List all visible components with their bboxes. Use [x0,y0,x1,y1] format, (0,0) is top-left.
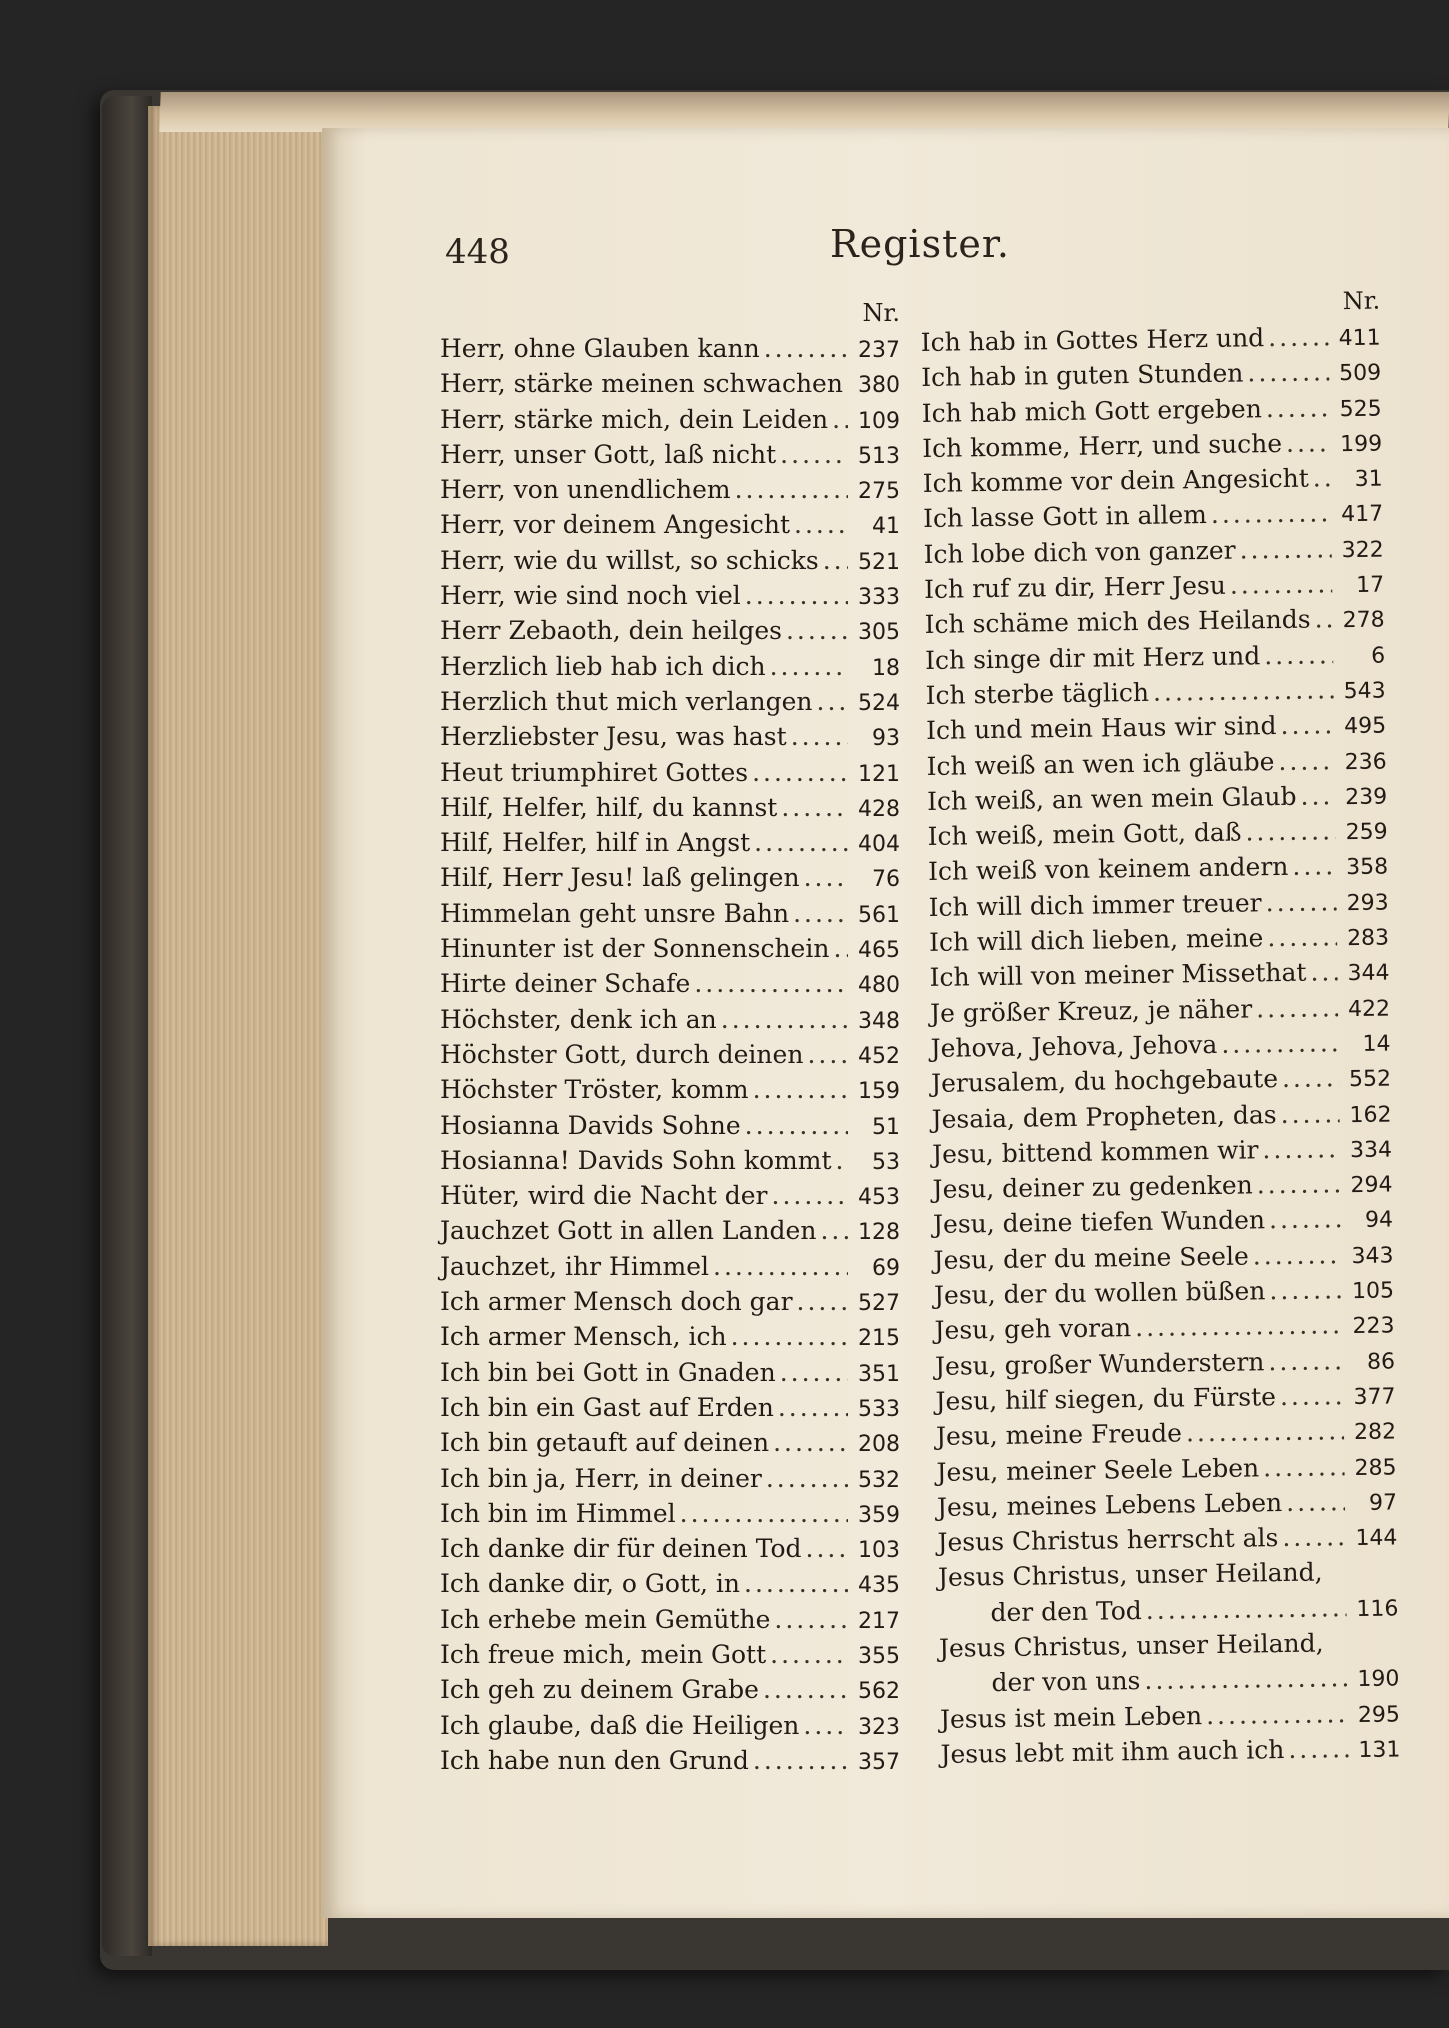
dot-leader [1280,1096,1339,1132]
hymn-title: Ich freue mich, mein Gott [440,1639,767,1669]
hymn-title: Hirte deiner Schafe [440,969,691,999]
hymn-number: 428 [858,796,900,822]
hymn-title: Ich bin im Himmel [440,1498,676,1528]
dot-leader [823,543,848,578]
hymn-number: 215 [858,1326,900,1352]
nr-column-header: Nr. [1342,286,1381,316]
hymn-title: Jesu, deine tiefen Wunden [932,1205,1266,1240]
index-entry [440,472,900,507]
hymn-number: 377 [1353,1384,1396,1410]
hymn-title: Ich schäme mich des Heilands [924,604,1311,640]
dot-leader [713,1249,848,1284]
dot-leader [780,437,848,472]
index-entry [440,1531,900,1566]
dot-leader [745,578,848,613]
hymn-number: 305 [858,620,900,646]
hymn-title: Herzliebster Jesu, was hast [440,722,787,752]
hymn-title: Hinunter ist der Sonnenschein [440,934,830,964]
dot-leader [1253,1237,1342,1274]
dot-leader [778,1390,848,1425]
dot-leader [745,1108,848,1143]
index-entry [440,1072,900,1107]
index-entry [440,1425,900,1460]
dot-leader [766,1461,848,1496]
index-entry [440,1461,900,1496]
hymn-number: 199 [1340,431,1383,458]
index-entry [440,966,900,1001]
hymn-number: 480 [858,973,900,999]
hymn-title: Hilf, Helfer, hilf, du kannst [440,792,778,822]
index-entry [440,1213,900,1248]
hymn-title: Jerusalem, du hochgebaute [930,1064,1279,1099]
index-entry [440,1108,900,1143]
hymn-number: 53 [872,1149,900,1175]
hymn-title: Ich geh zu deinem Grabe [440,1675,759,1705]
hymn-number: 417 [1341,502,1384,528]
hymn-title: Ich will dich lieben, meine [928,923,1264,957]
dot-leader [1153,672,1334,710]
index-entry [440,507,900,542]
dot-leader [836,1143,848,1178]
book-spine [102,96,152,1956]
dot-leader [847,366,848,401]
hymn-title: Heut triumphiret Gottes [440,757,749,787]
hymn-number: 239 [1344,784,1388,810]
hymn-number: 76 [872,867,900,893]
hymn-title: Ich bin bei Gott in Gnaden [440,1357,776,1387]
index-entry [440,1672,900,1707]
nr-column-header: Nr. [862,299,900,327]
hymn-title: Ich danke dir, o Gott, in [440,1569,741,1599]
dot-leader [1267,919,1337,955]
dot-leader [1282,1060,1340,1096]
hymn-number: 323 [858,1714,900,1740]
hymn-number: 422 [1347,996,1391,1022]
dot-leader [1256,1166,1340,1202]
hymn-title: Höchster Gott, durch deinen [440,1039,804,1069]
hymn-number: 121 [858,761,900,787]
hymn-number: 513 [858,443,900,469]
index-entry [440,1390,900,1425]
index-entry [440,649,900,684]
hymn-number: 344 [1347,960,1390,987]
dot-leader [1286,425,1331,461]
hymn-title: Ich bin ja, Herr, in deiner [440,1463,762,1493]
index-entry [938,1589,1398,1631]
index-entry [440,1319,900,1354]
hymn-title: Ich komme, Herr, und suche [922,428,1283,463]
hymn-number: 285 [1354,1454,1397,1481]
hymn-number: 51 [872,1114,900,1140]
hymn-title: Ich hab in guten Stunden [921,358,1244,393]
dot-leader [1239,531,1332,568]
index-entry [440,366,900,401]
hymn-number: 561 [858,902,900,928]
dot-leader [1310,955,1338,991]
dot-leader [1313,460,1331,496]
hymn-number: 348 [858,1008,900,1034]
hymn-title: Ich lasse Gott in allem [922,500,1208,534]
hymn-number: 295 [1357,1702,1401,1728]
hymn-number: 552 [1348,1066,1392,1093]
hymn-number: 527 [858,1291,900,1317]
hymn-number: 495 [1343,713,1387,740]
hymn-title: Hilf, Herr Jesu! laß gelingen [440,863,800,893]
hymn-number: 223 [1352,1313,1395,1340]
dot-leader [804,860,848,895]
dot-leader [763,1672,848,1707]
dot-leader [753,1743,848,1778]
dot-leader [1230,566,1333,603]
dot-leader [754,825,848,860]
hymn-number: 404 [858,832,900,858]
hymn-number: 31 [1354,466,1383,493]
dot-leader [1146,1590,1347,1628]
hymn-number: 465 [858,938,900,964]
hymn-number: 283 [1346,925,1390,952]
hymn-number: 69 [872,1255,900,1281]
hymn-title: Ich hab in Gottes Herz und [920,323,1265,357]
right-entry-list [920,319,1400,1772]
hymn-number: 237 [858,338,900,363]
dot-leader [1264,637,1333,673]
dot-leader [807,1037,848,1072]
dot-leader [721,1002,848,1037]
hymn-number: 103 [858,1538,900,1564]
index-entry [440,437,900,472]
hymn-title: Ich weiß an wen ich gläube [926,746,1275,781]
dot-leader [1278,743,1335,779]
hymn-title: Herr, ohne Glauben kann [440,334,760,363]
hymn-number: 435 [858,1573,900,1599]
index-entry [440,719,900,754]
page-top-edge [159,92,1449,132]
index-entry [440,1566,900,1601]
dot-leader [1269,1272,1342,1308]
index-entry [440,578,900,613]
index-entry [440,402,900,437]
hymn-number: 294 [1350,1172,1393,1199]
dot-leader [781,790,848,825]
hymn-title: Jesu, bittend kommen wir [931,1135,1259,1169]
hymn-number: 533 [858,1396,900,1422]
dot-leader [1206,1696,1348,1733]
dot-leader [791,719,848,754]
dot-leader [1280,708,1334,744]
hymn-title: Ich will von meiner Missethat [929,958,1307,993]
index-entry [440,331,900,366]
dot-leader [1256,990,1338,1026]
dot-leader [1245,813,1336,850]
hymn-number: 334 [1349,1137,1393,1163]
hymn-title: Herr Zebaoth, dein heilges [440,616,782,646]
hymn-title: Ich bin getauft auf deinen [440,1428,770,1458]
dot-leader [793,896,848,931]
hymn-title: Jesu, meines Lebens Leben [936,1487,1283,1522]
hymn-number: 278 [1342,607,1385,634]
hymn-number: 525 [1339,396,1382,422]
hymn-title: Jesu, hilf siegen, du Fürste [935,1382,1277,1416]
hymn-title: Hosianna Davids Sohne [440,1110,741,1140]
dot-leader [731,1319,848,1354]
index-entry [440,1178,900,1213]
hymn-number: 562 [858,1679,900,1705]
hymn-number: 524 [858,690,900,716]
index-entry [440,790,900,825]
hymn-title: Herr, stärke mich, dein Leiden [440,404,829,434]
index-entry [440,896,900,931]
dot-leader [1247,355,1329,391]
dot-leader [774,1602,848,1637]
hymn-number: 351 [858,1361,900,1387]
index-entry [440,755,900,790]
hymn-number: 208 [858,1432,900,1458]
index-entry [440,613,900,648]
dot-leader [806,1531,849,1566]
hymn-number: 509 [1339,360,1382,387]
hymn-number: 322 [1341,537,1384,563]
hymn-title: Jesu, meine Freude [935,1418,1183,1452]
dot-leader [1292,849,1336,885]
hymn-title: Jesu, der du meine Seele [933,1241,1249,1275]
hymn-title: Jesu, deiner zu gedenken [932,1170,1253,1205]
index-entry [440,1143,900,1178]
dot-leader [1300,778,1335,814]
hymn-title: Herr, wie du willst, so schicks [440,545,819,575]
hymn-title: Ich lobe dich von ganzer [923,535,1236,569]
hymn-title: Herr, unser Gott, laß nicht [440,439,777,469]
dot-leader [797,1284,848,1319]
hymn-title: Je größer Kreuz, je näher [929,994,1253,1028]
hymn-title: Jauchzet, ihr Himmel [440,1251,710,1281]
index-entry [937,1519,1397,1561]
hymn-title: Hilf, Helfer, hilf in Angst [440,828,751,858]
hymn-number: 17 [1355,572,1385,599]
hymn-number: 94 [1364,1207,1394,1234]
page-edges [148,106,328,1946]
index-entry [440,1637,900,1672]
dot-leader [1286,1484,1345,1520]
dot-leader [1282,1519,1346,1555]
index-entry [440,1743,900,1778]
left-entry-list [440,331,900,1778]
index-entry [440,1037,900,1072]
hymn-number: 97 [1368,1490,1398,1516]
dot-leader [694,966,848,1001]
dot-leader [817,684,848,719]
index-entry [440,1355,900,1390]
hymn-number: 131 [1358,1737,1401,1763]
dot-leader [1221,1025,1339,1062]
hymn-title: Ich bin ein Gast auf Erden [440,1392,774,1422]
dot-leader [772,1178,848,1213]
hymn-number: 159 [858,1079,900,1105]
dot-leader [752,755,848,790]
hymn-title: Jesu, meiner Seele Leben [936,1452,1260,1487]
hymn-title: Ich und mein Haus wir sind [925,711,1277,746]
index-entry [440,1708,900,1743]
dot-leader [735,472,848,507]
hymn-title: Ich komme vor dein Angesicht [922,463,1309,499]
dot-leader [1288,1731,1349,1767]
hymn-number: 521 [858,549,900,575]
hymn-title: Jesu, der du wollen büßen [933,1276,1266,1310]
hymn-title: Herr, von unendlichem [440,475,731,505]
hymn-title: Ich armer Mensch doch gar [440,1287,793,1317]
hymn-number: 453 [858,1185,900,1211]
hymn-title: Jehova, Jehova, Jehova [930,1029,1218,1063]
dot-leader [1211,496,1332,533]
hymn-title: Jesus lebt mit ihm auch ich [940,1734,1285,1769]
page-title: Register. [830,222,1010,266]
index-entry [440,860,900,895]
hymn-title: Herr, wie sind noch viel [440,581,741,611]
hymn-number: 380 [858,373,900,399]
hymn-title: Jesus Christus herrscht als [937,1523,1279,1557]
dot-leader [1265,884,1336,920]
dot-leader [770,649,848,684]
dot-leader [820,1213,848,1248]
dot-leader [764,331,848,366]
hymn-title: Jesu, großer Wunderstern [934,1346,1265,1381]
hymn-title: Höchster Tröster, komm [440,1075,749,1105]
index-entry [440,1496,900,1531]
left-index-column [440,296,900,1778]
hymn-number: 293 [1346,890,1389,916]
hymn-number: 93 [872,726,900,752]
hymn-title: Ich weiß von keinem andern [927,852,1289,887]
hymn-title: Herr, stärke meinen schwachen [440,369,843,399]
page-number: 448 [445,232,510,272]
hymn-number: 144 [1355,1525,1398,1552]
index-entry [440,1602,900,1637]
index-entry [440,684,900,719]
hymn-number: 6 [1370,643,1386,669]
dot-leader [1280,1378,1344,1414]
index-entry [440,825,900,860]
hymn-number: 532 [858,1467,900,1493]
hymn-title: Jauchzet Gott in allen Landen [440,1216,817,1246]
hymn-number: 357 [858,1749,900,1775]
hymn-title: Ich habe nun den Grund [440,1745,749,1775]
dot-leader [1144,1660,1348,1698]
dot-leader [803,1708,848,1743]
hymn-number: 116 [1356,1596,1399,1622]
hymn-number: 411 [1338,325,1381,352]
hymn-number: 128 [858,1220,900,1246]
hymn-number: 333 [858,585,900,611]
hymn-number: 190 [1357,1666,1400,1693]
hymn-number: 162 [1349,1102,1392,1128]
dot-leader [1314,602,1333,638]
hymn-title: Ich armer Mensch, ich [440,1322,727,1352]
hymn-title: Ich weiß, an wen mein Glaub [926,781,1297,816]
hymn-title: der den Tod [990,1595,1143,1627]
hymn-title: Jesu, geh voran [934,1313,1132,1346]
dot-leader [1268,319,1329,355]
hymn-number: 343 [1351,1243,1394,1269]
hymn-title: Jesus Christus, unser Heiland, [937,1557,1323,1593]
dot-leader [786,613,848,648]
hymn-title: Ich hab mich Gott ergeben [921,393,1263,428]
hymn-number [1351,1650,1399,1651]
hymn-number: 236 [1344,749,1387,775]
index-entry [440,1249,900,1284]
hymn-number: 217 [858,1608,900,1634]
hymn-title: Ich singe dir mit Herz und [924,640,1261,675]
index-entry [440,543,900,578]
index-entry [440,1284,900,1319]
hymn-title: Ich glaube, daß die Heiligen [440,1710,800,1740]
hymn-number: 105 [1351,1278,1395,1305]
dot-leader [1135,1308,1343,1346]
hymn-number: 259 [1345,819,1388,846]
dot-leader [1266,390,1330,426]
hymn-title: Ich weiß, mein Gott, daß [927,817,1242,852]
hymn-number: 86 [1366,1349,1396,1375]
dot-leader [833,931,848,966]
hymn-title: Höchster, denk ich an [440,1004,717,1034]
hymn-title: Ich danke dir für deinen Tod [440,1534,802,1564]
hymn-number: 275 [858,479,900,505]
dot-leader [744,1566,848,1601]
hymn-number: 358 [1345,854,1389,881]
right-index-column [920,284,1401,1772]
hymn-title: Himmelan geht unsre Bahn [440,898,790,928]
dot-leader [794,507,848,542]
hymn-title: Jesus ist mein Leben [939,1700,1203,1734]
dot-leader [753,1072,848,1107]
hymn-title: der von uns [991,1666,1141,1698]
dot-leader [1263,1449,1345,1485]
hymn-number: 14 [1362,1031,1391,1057]
hymn-title: Hüter, wird die Nacht der [440,1181,768,1211]
hymn-title: Ich sterbe täglich [925,677,1150,710]
dot-leader [832,402,848,437]
hymn-number [1350,1580,1398,1581]
hymn-title: Herzlich thut mich verlangen [440,686,813,716]
dot-leader [1262,1131,1340,1167]
index-entry [440,1002,900,1037]
hymn-title: Hosianna! Davids Sohn kommt [440,1145,832,1175]
hymn-number: 452 [858,1043,900,1069]
dot-leader [773,1425,848,1460]
dot-leader [1269,1202,1341,1238]
hymn-title: Ich erhebe mein Gemüthe [440,1604,771,1634]
hymn-title: Jesus Christus, unser Heiland, [938,1628,1324,1663]
hymn-title: Jesaia, dem Propheten, das [931,1099,1277,1134]
hymn-number: 18 [872,655,900,681]
hymn-number: 355 [858,1643,900,1669]
hymn-number: 359 [858,1502,900,1528]
index-entry [940,1730,1400,1772]
hymn-title: Ich will dich immer treuer [928,888,1262,922]
hymn-title: Herr, vor deinem Angesicht [440,510,790,540]
dot-leader [680,1496,848,1531]
hymn-number: 543 [1343,678,1386,705]
dot-leader [1186,1413,1344,1450]
dot-leader [1268,1343,1343,1379]
dot-leader [770,1637,848,1672]
hymn-number: 41 [872,514,900,540]
dot-leader [780,1355,848,1390]
hymn-title: Herzlich lieb hab ich dich [440,651,766,681]
hymn-title: Ich ruf zu dir, Herr Jesu [923,570,1227,605]
hymn-number: 109 [858,408,900,434]
index-entry [440,931,900,966]
hymn-number: 282 [1353,1419,1397,1446]
